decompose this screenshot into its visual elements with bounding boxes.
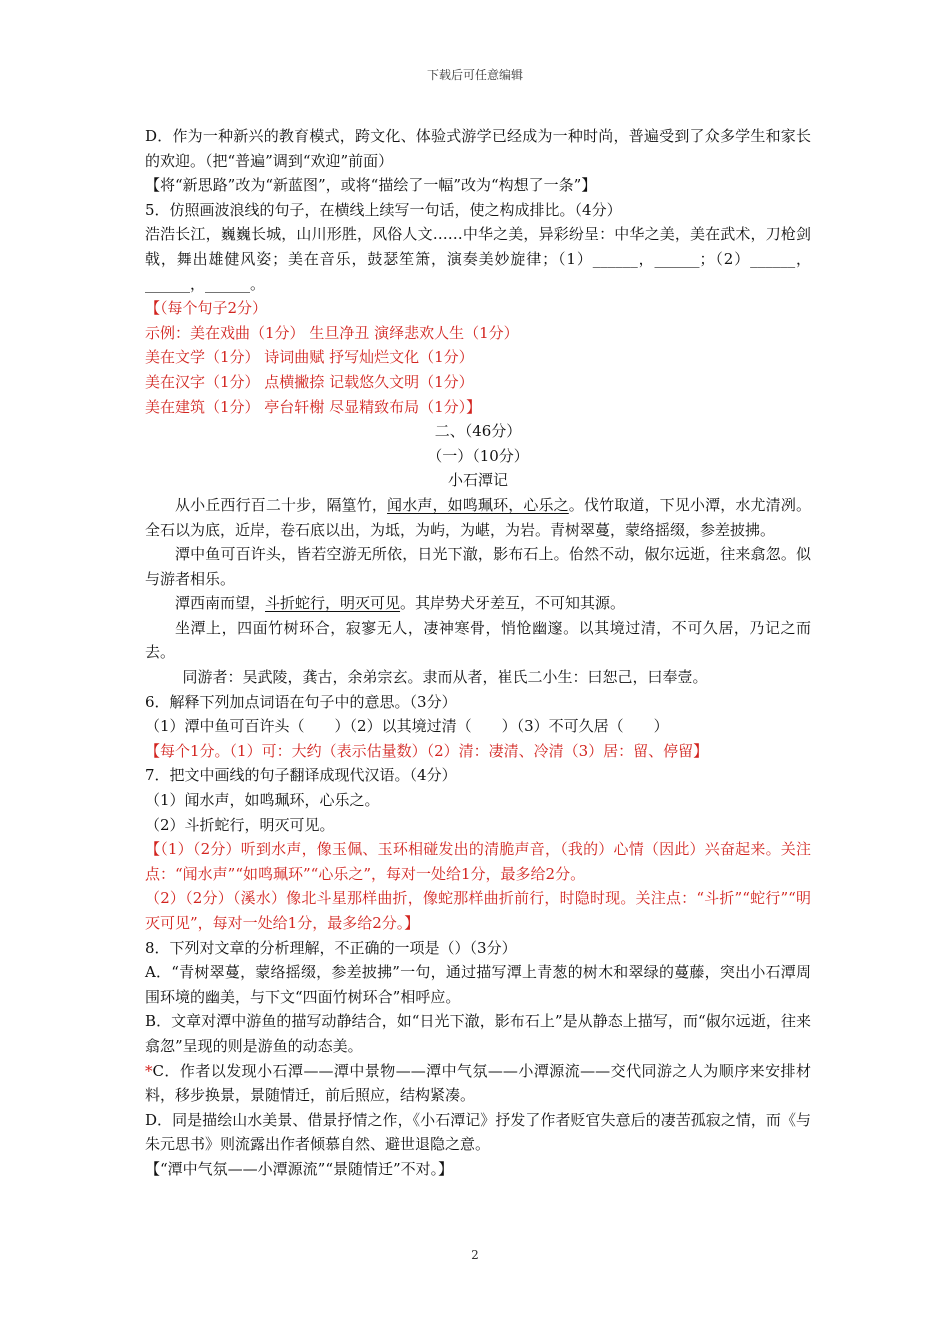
underlined-sentence-1: 闻水声，如鸣珮环，心乐之 [387, 495, 569, 514]
question-5: 5．仿照画波浪线的句子，在横线上续写一句话，使之构成排比。（4分） [145, 200, 622, 219]
passage-paragraph-1 [145, 493, 811, 542]
passage-text: 潭西南而望， [175, 594, 266, 613]
question-8: 8．下列对文章的分析理解，不正确的一项是（）（3分） [145, 938, 517, 957]
passage-text: 从小丘西行百二十步，隔篁竹， [175, 495, 388, 514]
question-7-item-1: （1）闻水声，如鸣珮环，心乐之。 [145, 791, 380, 810]
answer-5-line-1: 【（每个句子2分） [145, 299, 268, 318]
passage-paragraph-4: 坐潭上，四面竹树环合，寂寥无人，凄神寒骨，悄怆幽邃。以其境过清，不可久居，乃记之而去。 [145, 618, 811, 662]
option-b: B．文章对潭中游鱼的描写动静结合，如“日光下澈，影布石上”是从静态上描写，而“俶尔远逝，往来翕忽”呈现的则是游鱼的动态美。 [145, 1012, 811, 1055]
answer-5-line-3: 美在文学（1分） 诗词曲赋 抒写灿烂文化（1分） [145, 348, 474, 367]
passage-paragraph-5: 同游者：吴武陵，龚古，余弟宗玄。隶而从者，崔氏二小生：曰恕己，曰奉壹。 [182, 668, 708, 687]
option-a: A．“青树翠蔓，蒙络摇缀，参差披拂”一句，通过描写潭上青葱的树木和翠绿的蔓藤，突出小石潭周围环境的幽美，与下文“四面竹树环合”相呼应。 [145, 963, 811, 1006]
answer-7-part-1: 【（1）（2分）听到水声，像玉佩、玉环相碰发出的清脆声音，（我的）心情（因此）兴奋起来。关注点：“闻水声”“如鸣珮环”“心乐之”，每对一处给1分，最多给2分。 [145, 840, 811, 883]
correct-answer-mark: * [145, 1061, 153, 1080]
option-c-text: C．作者以发现小石潭——潭中景物——潭中气氛——小潭源流——交代同游之人为顺序来安排材料，移步换景，景随情迁，前后照应，结构紧凑。 [145, 1061, 811, 1105]
answer-7-part-2: （2）（2分）（溪水）像北斗星那样曲折，像蛇那样曲折前行，时隐时现。关注点：“斗折”“蛇行”“明灭可见”，每对一处给1分，最多给2分。】 [145, 889, 811, 932]
option-d: D．同是描绘山水美景、借景抒情之作，《小石潭记》抒发了作者贬官失意后的凄苦孤寂之情，而《与朱元思书》则流露出作者倾慕自然、避世退隐之意。 [145, 1110, 811, 1154]
passage-text: 。伐竹取道，下见小潭，水尤清冽。全石以为底，近岸，卷石底以出，为坻，为屿，为嵁，为岩。青树翠蔓，蒙络摇缀，参差披拂。 [145, 495, 811, 539]
answer-5-line-2: 示例：美在戏曲（1分） 生旦净丑 演绎悲欢人生（1分） [145, 323, 519, 342]
answer-4: 【将“新思路”改为“新蓝图”，或将“描绘了一幅”改为“构想了一条”】 [145, 176, 597, 195]
passage-paragraph-2: 潭中鱼可百许头，皆若空游无所依，日光下澈，影布石上。佁然不动，俶尔远逝，往来翕忽。似与游者相乐。 [145, 545, 811, 588]
passage-title: 小石潭记 [447, 471, 508, 490]
section-2-heading: 二、（46分） [434, 422, 522, 441]
answer-5-line-5: 美在建筑（1分） 亭台轩榭 尽显精致布局（1分）】 [145, 397, 482, 416]
page-header: 下载后可任意编辑 [426, 68, 523, 82]
section-2-1-heading: （一）（10分） [427, 446, 529, 465]
question-6: 6．解释下列加点词语在句子中的意思。（3分） [145, 692, 457, 711]
question-6-items: （1）潭中鱼可百许头（ ）（2）以其境过清（ ）（3）不可久居（ ） [145, 717, 669, 736]
question-7-item-2: （2）斗折蛇行，明灭可见。 [145, 815, 335, 834]
passage-paragraph-3 [145, 591, 811, 616]
answer-6: 【每个1分。（1）可：大约（表示估量数）（2）清：凄清、冷清（3）居：留、停留】 [145, 741, 709, 760]
question-7: 7．把文中画线的句子翻译成现代汉语。（4分） [145, 766, 457, 785]
document-body [145, 124, 811, 1182]
question-5-text: 浩浩长江，巍巍长城，山川形胜，风俗人文……中华之美，异彩纷呈：中华之美，美在武术，刀枪剑戟，舞出雄健风姿；美在音乐，鼓瑟笙箫，演奏美妙旋律；（1）______，______；（2）______，______，______。 [145, 225, 811, 293]
option-c [145, 1059, 811, 1108]
answer-8: 【“潭中气氛——小潭源流”“景随情迁”不对。】 [145, 1159, 454, 1178]
answer-5-line-4: 美在汉字（1分） 点横撇捺 记载悠久文明（1分） [145, 372, 474, 391]
passage-text: 。其岸势犬牙差互，不可知其源。 [400, 594, 626, 613]
option-d-previous: D．作为一种新兴的教育模式，跨文化、体验式游学已经成为一种时尚，普遍受到了众多学生和家长的欢迎。（把“普遍”调到“欢迎”前面） [145, 127, 811, 170]
underlined-sentence-2: 斗折蛇行，明灭可见 [265, 594, 401, 613]
page-number: 2 [471, 1248, 479, 1262]
